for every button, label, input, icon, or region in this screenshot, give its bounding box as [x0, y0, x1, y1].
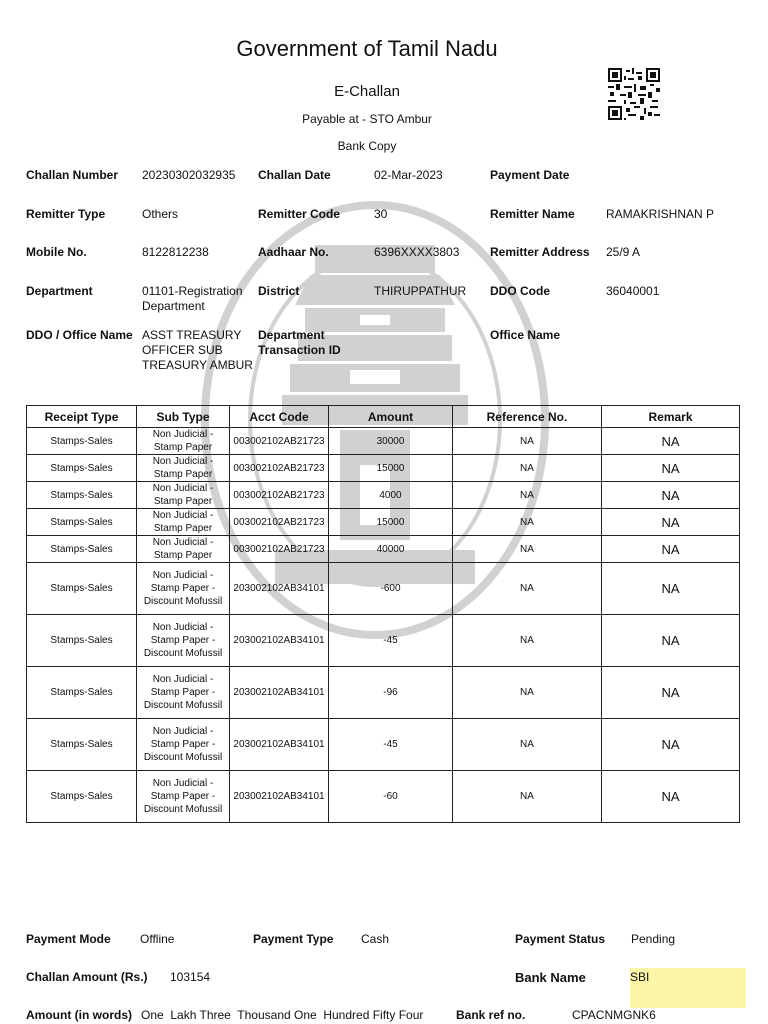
- aadhaar-value: 6396XXXX3803: [374, 245, 460, 259]
- header-amount: Amount: [329, 406, 453, 428]
- amount-cell: -600: [329, 563, 453, 615]
- reference-cell: NA: [453, 428, 602, 455]
- reference-cell: NA: [453, 536, 602, 563]
- table-row: [27, 455, 740, 482]
- receipt-type-cell: Stamps-Sales: [27, 771, 137, 823]
- acct-code-cell: 003002102AB21723: [230, 482, 329, 509]
- challan-date-value: 02-Mar-2023: [374, 168, 443, 182]
- remark-cell: NA: [602, 428, 740, 455]
- reference-cell: NA: [453, 771, 602, 823]
- document-type: E-Challan: [334, 83, 400, 100]
- aadhaar-label: Aadhaar No.: [258, 245, 329, 259]
- acct-code-cell: 203002102AB34101: [230, 563, 329, 615]
- reference-cell: NA: [453, 667, 602, 719]
- remitter-name-label: Remitter Name: [490, 207, 575, 221]
- challan-number-label: Challan Number: [26, 168, 119, 182]
- sub-type-cell: Non Judicial - Stamp Paper: [137, 455, 230, 482]
- amount-words-value: One Lakh Three Thousand One Hundred Fifty Four: [141, 1008, 424, 1022]
- amount-words-label: Amount (in words): [26, 1008, 132, 1022]
- challan-amount-value: 103154: [170, 970, 211, 984]
- receipt-type-cell: Stamps-Sales: [27, 455, 137, 482]
- remark-cell: NA: [602, 615, 740, 667]
- acct-code-cell: 003002102AB21723: [230, 536, 329, 563]
- receipt-type-cell: Stamps-Sales: [27, 536, 137, 563]
- sub-type-cell: Non Judicial - Stamp Paper: [137, 482, 230, 509]
- header-acct-code: Acct Code: [230, 406, 329, 428]
- acct-code-cell: 203002102AB34101: [230, 719, 329, 771]
- remitter-code-label: Remitter Code: [258, 207, 341, 221]
- ddo-code-value: 36040001: [606, 284, 660, 298]
- ddo-code-label: DDO Code: [490, 284, 550, 298]
- department-label: Department: [26, 284, 93, 298]
- table-row: [27, 771, 740, 823]
- payment-status-label: Payment Status: [515, 932, 606, 946]
- remark-cell: NA: [602, 509, 740, 536]
- challan-number-value: 20230302032935: [142, 168, 236, 182]
- receipt-type-cell: Stamps-Sales: [27, 482, 137, 509]
- table-header-row: [27, 406, 740, 428]
- sub-type-cell: Non Judicial - Stamp Paper: [137, 536, 230, 563]
- table-row: [27, 428, 740, 455]
- remark-cell: NA: [602, 536, 740, 563]
- bank-ref-value: CPACNMGNK6: [572, 1008, 656, 1022]
- ddo-office-value: ASST TREASURY OFFICER SUB TREASURY AMBUR: [142, 328, 253, 372]
- challan-amount-label: Challan Amount (Rs.): [26, 970, 148, 984]
- receipt-type-cell: Stamps-Sales: [27, 563, 137, 615]
- amount-cell: 15000: [329, 455, 453, 482]
- remitter-address-label: Remitter Address: [490, 245, 590, 259]
- remark-cell: NA: [602, 719, 740, 771]
- acct-code-cell: 003002102AB21723: [230, 428, 329, 455]
- sub-type-cell: Non Judicial - Stamp Paper - Discount Mofussil: [137, 563, 230, 615]
- acct-code-cell: 203002102AB34101: [230, 667, 329, 719]
- sub-type-cell: Non Judicial - Stamp Paper - Discount Mofussil: [137, 771, 230, 823]
- remark-cell: NA: [602, 771, 740, 823]
- receipt-type-cell: Stamps-Sales: [27, 428, 137, 455]
- amount-cell: -60: [329, 771, 453, 823]
- header-receipt-type: Receipt Type: [27, 406, 137, 428]
- acct-code-cell: 203002102AB34101: [230, 771, 329, 823]
- remark-cell: NA: [602, 455, 740, 482]
- sub-type-cell: Non Judicial - Stamp Paper: [137, 509, 230, 536]
- reference-cell: NA: [453, 455, 602, 482]
- table-row: [27, 563, 740, 615]
- table-row: [27, 667, 740, 719]
- amount-cell: 30000: [329, 428, 453, 455]
- acct-code-cell: 003002102AB21723: [230, 455, 329, 482]
- table-row: [27, 482, 740, 509]
- receipts-table: [26, 405, 740, 823]
- amount-cell: -96: [329, 667, 453, 719]
- receipt-type-cell: Stamps-Sales: [27, 615, 137, 667]
- ddo-office-label: DDO / Office Name: [26, 328, 133, 342]
- payment-date-label: Payment Date: [490, 168, 570, 182]
- office-name-label: Office Name: [490, 328, 561, 342]
- remark-cell: NA: [602, 482, 740, 509]
- sub-type-cell: Non Judicial - Stamp Paper - Discount Mofussil: [137, 667, 230, 719]
- bank-name-value: SBI: [630, 970, 650, 984]
- remark-cell: NA: [602, 563, 740, 615]
- mobile-label: Mobile No.: [26, 245, 87, 259]
- mobile-value: 8122812238: [142, 245, 209, 259]
- reference-cell: NA: [453, 563, 602, 615]
- sub-type-cell: Non Judicial - Stamp Paper - Discount Mofussil: [137, 719, 230, 771]
- dept-transaction-label: Department Transaction ID: [258, 328, 341, 357]
- header-reference-no: Reference No.: [453, 406, 602, 428]
- amount-cell: 40000: [329, 536, 453, 563]
- receipt-type-cell: Stamps-Sales: [27, 719, 137, 771]
- copy-type: Bank Copy: [337, 139, 397, 153]
- remark-cell: NA: [602, 667, 740, 719]
- acct-code-cell: 003002102AB21723: [230, 509, 329, 536]
- payable-at: Payable at - STO Ambur: [302, 112, 432, 126]
- table-row: [27, 536, 740, 563]
- challan-date-label: Challan Date: [258, 168, 331, 182]
- payment-status-value: Pending: [631, 932, 676, 946]
- reference-cell: NA: [453, 719, 602, 771]
- acct-code-cell: 203002102AB34101: [230, 615, 329, 667]
- bank-ref-label: Bank ref no.: [456, 1008, 526, 1022]
- sub-type-cell: Non Judicial - Stamp Paper: [137, 428, 230, 455]
- remitter-name-value: RAMAKRISHNAN P: [606, 207, 715, 221]
- payment-type-value: Cash: [361, 932, 390, 946]
- district-value: THIRUPPATHUR: [374, 284, 467, 298]
- remitter-type-value: Others: [142, 207, 179, 221]
- qr-code-icon: [608, 68, 660, 120]
- bank-name-label: Bank Name: [515, 970, 586, 985]
- amount-cell: -45: [329, 719, 453, 771]
- payment-mode-label: Payment Mode: [26, 932, 111, 946]
- table-row: [27, 509, 740, 536]
- receipt-type-cell: Stamps-Sales: [27, 509, 137, 536]
- district-label: District: [258, 284, 300, 298]
- header-remark: Remark: [602, 406, 740, 428]
- remitter-code-value: 30: [374, 207, 388, 221]
- department-value: 01101-Registration Department: [142, 284, 243, 313]
- amount-cell: 15000: [329, 509, 453, 536]
- remitter-type-label: Remitter Type: [26, 207, 106, 221]
- page-title: Government of Tamil Nadu: [236, 36, 498, 61]
- remitter-address-value: 25/9 A: [606, 245, 641, 259]
- amount-cell: 4000: [329, 482, 453, 509]
- sub-type-cell: Non Judicial - Stamp Paper - Discount Mofussil: [137, 615, 230, 667]
- reference-cell: NA: [453, 482, 602, 509]
- amount-cell: -45: [329, 615, 453, 667]
- table-row: [27, 719, 740, 771]
- reference-cell: NA: [453, 509, 602, 536]
- header-sub-type: Sub Type: [137, 406, 230, 428]
- reference-cell: NA: [453, 615, 602, 667]
- payment-type-label: Payment Type: [253, 932, 334, 946]
- table-row: [27, 615, 740, 667]
- receipt-type-cell: Stamps-Sales: [27, 667, 137, 719]
- payment-mode-value: Offline: [140, 932, 175, 946]
